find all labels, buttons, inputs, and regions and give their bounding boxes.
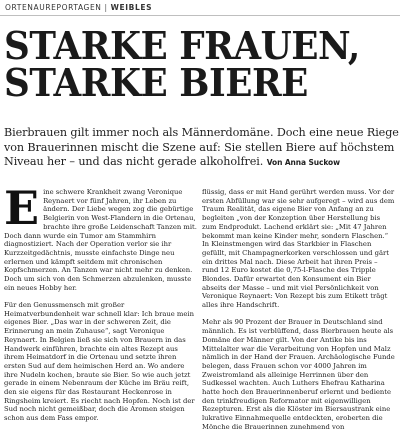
byline: Von Anna Suckow (266, 158, 340, 167)
section-kicker (5, 3, 152, 12)
paragraph-text: ine schwere Krankheit zwang Veronique Reynaert vor fünf Jahren, ihr Leben zu ändern. Der Liebe wegen zog die gebürtige Belgierin von West-Flandern in die Ortenau, brachte ihre große Leidenschaft Tanzen mit. Doch dann wurde ein Tumor am Stammhirn diagnostiziert. Nach der Operation verlor sie ihr Kurzzeitgedächtnis, musste einfachste Dinge neu erlernen und kämpft seitdem mit chronischen Kopfschmerzen. An Tanzen war nicht mehr zu denken. Doch um sich von den Schmerzen abzulenken, musste ein neues Hobby her. (4, 188, 197, 292)
paragraph: Mehr als 90 Prozent der Brauer in Deutschland sind männlich. Es ist verblüffend, dass Bierbrauen heute als Domäne der Männer gilt. Von der Antike bis ins Mittelalter war die Verarbeitung von Hopfen und Malz nämlich in der Hand der Frauen. Archäologische Funde belegen, dass Frauen schon vor 4000 Jahren im Zweistromland als alleinige Herrinnen über den Sudkessel wachten. Auch Luthers Ehefrau Katharina hatte hoch den Brauerinnenberuf erlernt und bediente den trinkfreudigen Reformator mit eigenwilligen Rezepturen. Erst als die Klöster im Biersaustrank eine lukrative Einnahmequelle entdeckten, eroberten die Mönche die Brauerinnen zunehmend von (202, 318, 395, 431)
header-rule (0, 15, 400, 16)
article-headline: STARKE FRAUEN, STARKE BIERE (4, 23, 360, 105)
body-column-left (4, 181, 197, 431)
article-lead (4, 126, 400, 171)
kicker-separator: | (104, 3, 108, 12)
paragraph: flüssig, dass er mit Hand gerührt werden muss. Vor der ersten Abfüllung war sie sehr aufgeregt – wird aus dem Traum Realität, das eigene Bier von Anfang an zu begleiten „von der Konzeption über Herstellung bis zum Endprodukt. Lachend erklärt sie: „Mit 47 Jahren bekommt man keine Kinder mehr, sondern Flaschen.“ In Kleinstmengen wird das Starkbier in Flaschen gefüllt, mit Champagnerkorken verschlossen und gärt ein drittes Mal nach. Diese Arbeit hat ihren Preis – rund 12 Euro kostet die 0,75-l-Flasche des Tripple Blondes. Dafür erwartet den Konsument ein Bier abseits der Masse – und mit viel Persönlichkeit von Veronique Reynaert: Von Rezept bis zum Etikett trägt alles ihre Handschrift. (202, 188, 395, 310)
body-column-right (202, 188, 396, 440)
paragraph: Für den Genussmensch mit großer Heimatverbundenheit war schnell klar: Ich braue mein eigenes Bier. „Das war in der schweren Zeit, die Erinnerung an mein Zuhause“, sagt Veronique Reynaert. In Belgien ließ sie sich von Brauern in das Handwerk einführen, brachte ein altes Rezept aus ihrem Heimatdorf in die Ortenau und setzte ihren ersten Sud auf dem heimischen Herd an. Wo andere ihre Nudeln kochen, braute sie Bier. So wie auch jetzt gerade in einem Nebenraum der Küche im Bräu reift, den sie eigens für das Restaurant Heckenrose in Ringsheim kreiert. Es riecht nach Hopfen. Noch ist der Sud noch nicht gemeißbar, doch die Aromen steigen schon aus dem Fass empor. (4, 301, 195, 423)
lead-text: Bierbrauen gilt immer noch als Männerdomäne. Doch eine neue Riege von Brauerinnen mischt die Szene auf: Sie stellen Biere auf höchstem Niveau her – und das nicht gerade alkoholfrei. (4, 126, 399, 168)
dropcap: E (4, 181, 40, 235)
section-name: WEIBLES (110, 3, 153, 12)
paragraph (4, 181, 197, 292)
section-regional: ORTENAUREPORTAGEN (5, 3, 102, 12)
